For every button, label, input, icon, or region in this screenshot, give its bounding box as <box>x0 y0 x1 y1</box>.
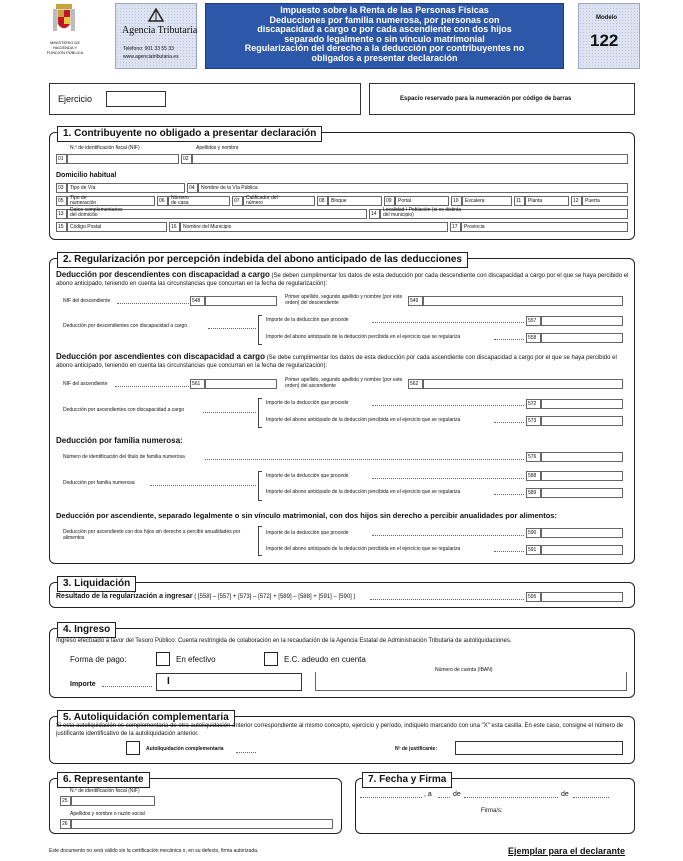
code-13: 13 <box>56 209 67 219</box>
code-15: 15 <box>56 222 67 232</box>
asc-text: (Se debe cumplimentar los datos de esta deducción por cada ascendiente con discapacidad a cargo por el que se haya percibido el abono anticipado, teniendo en cuenta las circunstancias que concurran en la fecha de regularización): <box>56 355 617 369</box>
code-06: 06 <box>157 196 168 206</box>
code-16: 16 <box>169 222 180 232</box>
section-6-title: 6. Representante <box>57 772 150 788</box>
importe-573-input[interactable] <box>541 416 623 426</box>
importe-558-input[interactable] <box>541 333 623 343</box>
code-02: 02 <box>181 154 192 164</box>
title-line-3: discapacidad a cargo o por cada ascendiente con dos hijos <box>257 24 512 34</box>
ded-desc-label: Deducción por descendientes con discapacidad a cargo <box>63 323 187 329</box>
dots <box>150 485 256 486</box>
code-26: 26 <box>60 819 71 829</box>
importe-abono-label-2: Importe del abono anticipado de la deducción percibida en el ejercicio que se regulariza <box>266 417 461 423</box>
title-line-1: Impuesto sobre la Renta de las Personas Físicas <box>280 5 489 15</box>
bloque-label: Bloque <box>331 198 347 204</box>
code-12: 12 <box>571 196 582 206</box>
fam-title: Deducción por familia numerosa: <box>56 436 183 445</box>
desc-title: Deducción por descendientes con discapacidad a cargo <box>56 270 270 279</box>
tipo-via-label: Tipo de Vía <box>70 185 96 191</box>
rep-ape-label: Apellidos y nombre o razón social <box>70 811 145 817</box>
justificante-input[interactable] <box>455 741 623 755</box>
agency-phone: Teléfono: 901 33 55 33 <box>123 46 174 52</box>
ejercicio-box <box>49 83 361 115</box>
code-03: 03 <box>56 183 67 193</box>
code-558: 558 <box>526 333 541 343</box>
liquidacion-formula: ( [558] – [557] + [573] – [572] + [589] – [588] + [591] – [590] ) <box>192 594 356 600</box>
title-line-4: separado legalmente o sin vínculo matrimonial <box>284 33 485 44</box>
title-line-5: Regularización del derecho a la deducción por contribuyentes no <box>244 43 525 53</box>
planta-label: Planta <box>528 198 543 204</box>
dots <box>573 797 609 798</box>
ingreso-text: Ingreso efectuado a favor del Tesoro Público: Cuenta restringida de colaboración en la recaudación de la Agencia Estatal de Administración Tributaria de autoliquidaciones. <box>56 638 512 644</box>
ape-desc-label: Primer apellido, segundo apellido y nombre (por este orden) del descendiente <box>285 294 403 306</box>
municipio-label: Nombre del Municipio <box>183 224 232 230</box>
rep-nif-input[interactable] <box>71 796 155 806</box>
fam-ded-label: Deducción por familia numerosa <box>63 480 135 486</box>
agency-web: www.agenciatributaria.es <box>123 54 179 60</box>
numero-label: Número de casa <box>171 195 189 206</box>
dots <box>494 551 524 552</box>
dots <box>208 328 256 329</box>
section-3-title: 3. Liquidación <box>57 576 136 592</box>
brace <box>258 471 262 501</box>
ape-asc-input[interactable] <box>423 379 623 389</box>
importe-abono-label-4: Importe del abono anticipado de la deducción percibida en el ejercicio que se regulariza <box>266 546 461 552</box>
apellidos-label: Apellidos y nombre <box>196 145 239 151</box>
dots <box>102 686 152 687</box>
importe-prefix: I <box>167 676 170 687</box>
dots <box>494 494 524 495</box>
nombre-via-input[interactable] <box>198 183 628 193</box>
code-557: 557 <box>526 316 541 326</box>
code-04: 04 <box>187 183 198 193</box>
title-line-2: Deducciones por familia numerosa, por personas con <box>269 14 500 25</box>
code-08: 08 <box>317 196 328 206</box>
provincia-input[interactable] <box>461 222 628 232</box>
dots <box>372 478 524 479</box>
modelo-label: Modelo <box>596 15 617 21</box>
title-line-6: obligados a presentar declaración <box>311 52 458 63</box>
firma-label: Firma/s: <box>481 808 503 814</box>
code-07: 07 <box>232 196 243 206</box>
provincia-label: Provincia <box>464 224 485 230</box>
ec-label: E.C. adeudo en cuenta <box>284 655 366 664</box>
ejercicio-label: Ejercicio <box>58 94 93 104</box>
footer-note: Este documento no será válido sin la certificación mecánica o, en su defecto, firma autorizada. <box>49 848 259 854</box>
localidad-label: Localidad / Población (si es distinta del municipio) <box>383 207 462 218</box>
code-09: 09 <box>384 196 395 206</box>
ape-asc-label: Primer apellido, segundo apellido y nombre (por este orden) del ascendiente <box>285 377 403 389</box>
code-589: 589 <box>526 488 541 498</box>
importe-procede-label-3: Importe de la deducción que procede <box>266 473 349 479</box>
efectivo-label: En efectivo <box>176 655 216 664</box>
sep-ded-label: Deducción por ascendiente con dos hijos sin derecho a percibir anualidades por alimentos <box>63 529 241 541</box>
importe-591-input[interactable] <box>541 545 623 555</box>
portal-label: Portal <box>398 198 412 204</box>
brace <box>258 526 262 556</box>
rep-ape-input[interactable] <box>71 819 333 829</box>
sep-title: Deducción por ascendiente, separado legalmente o sin vínculo matrimonial, con dos hijos sin derecho a percibir anualidades por alimentos: <box>56 511 557 520</box>
efectivo-checkbox[interactable] <box>156 652 170 666</box>
iban-input[interactable] <box>315 672 627 691</box>
desc-text: (Se deben cumplimentar los datos de esta deducción por cada descendiente con discapacidad a cargo por el que se haya percibido el abono anticipado, teniendo en cuenta las circunstancias que concurran en la fecha de regularización): <box>56 273 629 287</box>
iban-label: Número de cuenta (IBAN) <box>435 667 493 673</box>
asc-paragraph <box>56 353 630 370</box>
code-25: 25 <box>60 796 71 806</box>
dots <box>115 386 189 387</box>
domicilio-heading: Domicilio habitual <box>56 172 117 179</box>
apellidos-input[interactable] <box>192 154 628 164</box>
nif-asc-input[interactable] <box>205 379 277 389</box>
importe-procede-label-1: Importe de la deducción que procede <box>266 317 349 323</box>
ejemplar-label: Ejemplar para el declarante <box>508 846 626 856</box>
liquidacion-label: Resultado de la regularización a ingresar <box>56 593 193 600</box>
cp-label: Código Postal <box>70 224 102 230</box>
ministry-text: MINISTERIO DE HACIENDA Y FUNCIÓN PÚBLICA <box>46 40 84 55</box>
section-5-title: 5. Autoliquidación complementaria <box>57 710 235 726</box>
dots <box>438 797 450 798</box>
dots <box>236 752 256 753</box>
dots <box>370 599 524 600</box>
code-548: 548 <box>190 296 205 306</box>
ded-asc-label: Deducción por ascendientes con discapacidad a cargo <box>63 407 185 413</box>
rep-nif-label: N.º de identificación fiscal (NIF) <box>70 788 140 794</box>
escalera-label: Escalera <box>465 198 485 204</box>
dots <box>372 405 524 406</box>
importe-572-input[interactable] <box>541 399 623 409</box>
code-01: 01 <box>56 154 67 164</box>
code-590: 590 <box>526 528 541 538</box>
nombre-via-label: Nombre de la Vía Pública <box>201 185 258 191</box>
code-572: 572 <box>526 399 541 409</box>
importe-procede-label-2: Importe de la deducción que procede <box>266 400 349 406</box>
puerta-label: Puerta <box>585 198 600 204</box>
fecha-de-1: de <box>453 791 461 798</box>
calificador-label: Calificador del número <box>246 195 278 206</box>
importe-588-input[interactable] <box>541 471 623 481</box>
nif-desc-input[interactable] <box>205 296 277 306</box>
nif-input[interactable] <box>67 154 179 164</box>
nif-desc-label: NIF del descendiente <box>63 298 111 304</box>
importe-abono-label-3: Importe del abono anticipado de la deducción percibida en el ejercicio que se regulariza <box>266 489 461 495</box>
fecha-a: , a <box>424 791 432 798</box>
agency-logo-icon <box>147 8 165 22</box>
desc-paragraph <box>56 271 630 288</box>
code-588: 588 <box>526 471 541 481</box>
asc-title: Deducción por ascendientes con discapacidad a cargo <box>56 352 265 361</box>
nif-asc-label: NIF del ascendiente <box>63 381 108 387</box>
code-549: 549 <box>408 296 423 306</box>
brace <box>258 398 262 428</box>
resultado-input[interactable] <box>541 592 623 602</box>
dots <box>372 535 524 536</box>
code-561: 561 <box>190 379 205 389</box>
section-7-title: 7. Fecha y Firma <box>362 772 452 788</box>
dots <box>372 322 524 323</box>
importe-557-input[interactable] <box>541 316 623 326</box>
complementaria-text: Si esta autoliquidación es complementaria de otra autoliquidación anterior correspondiente al mismo concepto, ejercicio y período, indíquelo marcando con una "X" esta casilla. En este caso, consigne el número de justificante identificativo de la autoliquidación anterior. <box>56 723 624 737</box>
brace <box>258 315 262 345</box>
code-576: 576 <box>526 452 541 462</box>
datos-comp-label: Datos complementarios del domicilio <box>70 207 123 218</box>
complementaria-label: Autoliquidación complementaria <box>146 746 224 752</box>
modelo-number: 122 <box>590 31 619 50</box>
forma-pago-label: Forma de pago: <box>70 655 127 664</box>
dots <box>205 459 524 460</box>
code-562: 562 <box>408 379 423 389</box>
importe-label: Importe <box>70 681 96 688</box>
dots <box>117 303 189 304</box>
dots <box>360 797 422 798</box>
fam-num-label: Número de identificación del título de familia numerosa <box>63 454 185 460</box>
tipo-num-label: Tipo de numeración <box>70 195 97 206</box>
justificante-label: Nº de justificante: <box>395 746 438 752</box>
nif-label: N.º de identificación fiscal (NIF) <box>70 145 140 151</box>
liquidacion-line <box>56 593 356 600</box>
code-573: 573 <box>526 416 541 426</box>
complementaria-checkbox[interactable] <box>126 741 140 755</box>
ape-desc-input[interactable] <box>423 296 623 306</box>
importe-input[interactable] <box>156 673 302 691</box>
code-05: 05 <box>56 196 67 206</box>
importe-procede-label-4: Importe de la deducción que procede <box>266 530 349 536</box>
importe-590-input[interactable] <box>541 528 623 538</box>
code-14: 14 <box>369 209 380 219</box>
importe-abono-label-1: Importe del abono anticipado de la deducción percibida en el ejercicio que se regulariza <box>266 334 461 340</box>
dots <box>494 339 524 340</box>
section-1-title: 1. Contribuyente no obligado a presentar declaración <box>57 126 322 142</box>
code-10: 10 <box>451 196 462 206</box>
dots <box>464 797 558 798</box>
ejercicio-input[interactable] <box>106 91 166 107</box>
code-11: 11 <box>514 196 525 206</box>
section-4-title: 4. Ingreso <box>57 622 116 638</box>
form-title-box <box>205 3 564 69</box>
fecha-de-2: de <box>561 791 569 798</box>
section-2-title: 2. Regularización por percepción indebida del abono anticipado de las deducciones <box>57 252 468 268</box>
code-17: 17 <box>450 222 461 232</box>
ec-checkbox[interactable] <box>264 652 278 666</box>
code-595: 595 <box>526 592 541 602</box>
agency-name: Agencia Tributaria <box>122 25 198 36</box>
coat-of-arms-logo <box>50 4 78 38</box>
fam-num-input[interactable] <box>541 452 623 462</box>
code-591: 591 <box>526 545 541 555</box>
dots <box>494 422 524 423</box>
barcode-label: Espacio reservado para la numeración por código de barras <box>400 96 572 102</box>
importe-589-input[interactable] <box>541 488 623 498</box>
dots <box>203 412 256 413</box>
